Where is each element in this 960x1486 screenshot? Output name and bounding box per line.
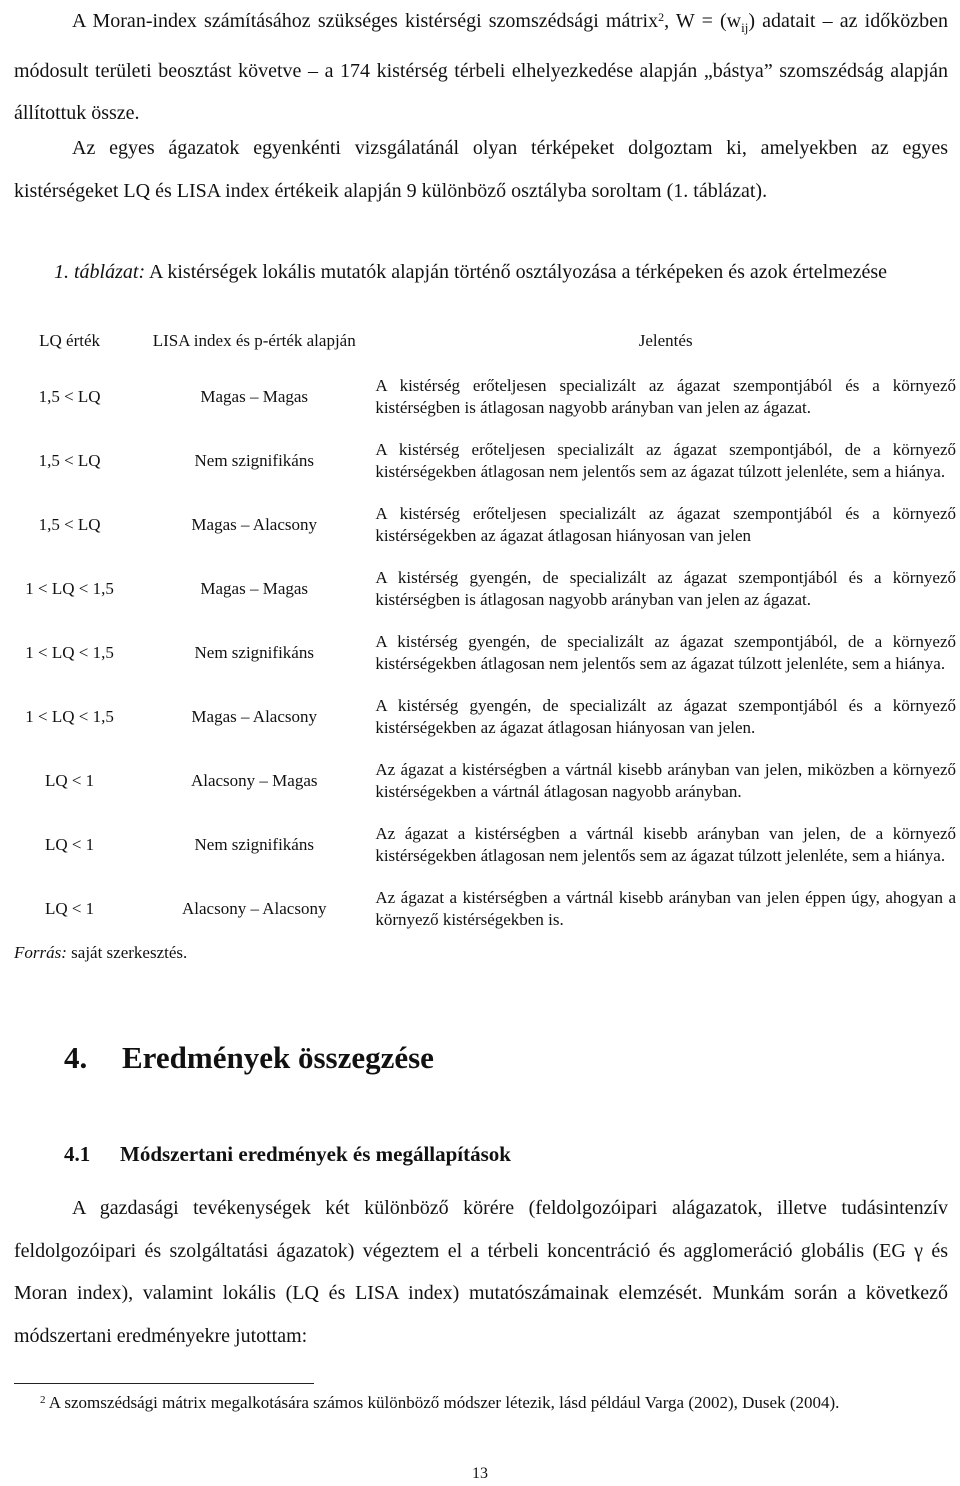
cell-lq: 1 < LQ < 1,5	[25, 578, 114, 598]
cell-lq: LQ < 1	[44, 834, 95, 854]
cell-lisa: Magas – Alacsony	[191, 514, 318, 534]
table-row	[14, 429, 956, 493]
table-header-row	[14, 317, 956, 365]
source-label: Forrás:	[14, 943, 67, 962]
cell-lisa: Magas – Magas	[200, 386, 309, 406]
intro-p1-formula: , $W = (w_{ij}$	[664, 10, 749, 35]
subsection-number: 4.1	[64, 1142, 91, 1166]
cell-lisa: Nem szignifikáns	[194, 834, 314, 854]
cell-lq: LQ < 1	[44, 898, 95, 918]
cell-lisa: Magas – Magas	[200, 578, 309, 598]
cell-meaning: A kistérség erőteljesen specializált az ágazat szempontjából és a környező kistérségben is átlagosan nagyobb arányban van jelen az ágazat.	[375, 375, 956, 417]
table-row	[14, 685, 956, 749]
table-row	[14, 493, 956, 557]
cell-lisa: Nem szignifikáns	[194, 642, 314, 662]
cell-meaning: A kistérség erőteljesen specializált az ágazat szempontjából és a környező kistérségekben az ágazat átlagosan hiányosan van jelen	[375, 503, 956, 545]
table-body	[14, 365, 956, 941]
cell-lq: 1,5 < LQ	[38, 514, 101, 534]
footnote-text: A szomszédsági mátrix megalkotására számos különböző módszer létezik, lásd például Varga (2002), Dusek (2004).	[45, 1393, 840, 1412]
source-text: saját szerkesztés.	[66, 943, 188, 962]
table-row	[14, 365, 956, 429]
cell-lq: LQ < 1	[44, 770, 95, 790]
classification-table	[14, 317, 956, 941]
footnote-divider	[14, 1383, 314, 1384]
subsection-title: Módszertani eredmények és megállapítások	[120, 1142, 511, 1166]
footnote-mark: 2	[40, 1394, 46, 1406]
cell-meaning: A kistérség gyengén, de specializált az ágazat szempontjából és a környező kistérségben is átlagosan nagyobb arányban van jelen az ágazat.	[375, 567, 956, 609]
intro-paragraph-1	[14, 0, 948, 135]
table-row	[14, 557, 956, 621]
cell-lisa: Alacsony – Magas	[190, 770, 318, 790]
cell-meaning: A kistérség gyengén, de specializált az ágazat szempontjából és a környező kistérségekben az ágazat átlagosan hiányosan van jelen.	[375, 695, 956, 737]
section-number: 4.	[64, 1040, 88, 1075]
table-caption-label: 1. táblázat:	[54, 261, 146, 283]
page-number: 13	[472, 1465, 488, 1482]
cell-lisa: Alacsony – Alacsony	[181, 898, 327, 918]
cell-meaning: A kistérség gyengén, de specializált az ágazat szempontjából, de a környező kistérségekben átlagosan nem jelentős sem az ágazat túlzott jelenléte, sem a hiánya.	[375, 631, 956, 673]
table-row	[14, 877, 956, 941]
section-title: Eredmények összegzése	[122, 1040, 434, 1075]
table-source	[14, 943, 187, 963]
footnote-ref[interactable]: 2	[658, 10, 665, 24]
table-row	[14, 749, 956, 813]
intro-p1-end: ) adatait – az időközben módosult területi beosztást követve – a 174 kistérség térbeli elhelyezkedése alapján „bástya” szomszédság alapján állítottuk össze.	[14, 10, 948, 124]
cell-meaning: A kistérség erőteljesen specializált az ágazat szempontjából, de a környező kistérségekben átlagosan nem jelentős sem az ágazat túlzott jelenléte, sem a hiánya.	[375, 439, 956, 481]
cell-lisa: Magas – Alacsony	[191, 706, 318, 726]
table-caption-text: A kistérségek lokális mutatók alapján történő osztályozása a térképeken és azok értelmezése	[145, 261, 888, 283]
header-meaning: Jelentés	[638, 330, 693, 350]
header-lisa: LISA index és p-érték alapján	[152, 330, 356, 350]
cell-lq: 1,5 < LQ	[38, 450, 101, 470]
table-row	[14, 621, 956, 685]
section-heading	[64, 1038, 434, 1078]
cell-lq: 1,5 < LQ	[38, 386, 101, 406]
intro-p1-text: A Moran-index számításához szükséges kistérségi szomszédsági mátrix	[72, 10, 659, 32]
cell-lisa: Nem szignifikáns	[194, 450, 314, 470]
footnote	[14, 1390, 948, 1416]
cell-meaning: Az ágazat a kistérségben a vártnál kisebb arányban van jelen, de a környező kistérségekben átlagosan nem jelentős sem az ágazat túlzott jelenléte, sem a hiánya.	[375, 823, 956, 865]
cell-meaning: Az ágazat a kistérségben a vártnál kisebb arányban van jelen éppen úgy, ahogyan a környező kistérségekben is.	[375, 887, 956, 929]
cell-lq: 1 < LQ < 1,5	[25, 642, 114, 662]
header-lq: LQ érték	[39, 330, 100, 350]
cell-lq: 1 < LQ < 1,5	[25, 706, 114, 726]
subsection-heading	[64, 1140, 511, 1168]
cell-meaning: Az ágazat a kistérségben a vártnál kisebb arányban van jelen, miközben a környező kistérségekben a vártnál átlagosan nagyobb arányban.	[375, 759, 956, 801]
table-row	[14, 813, 956, 877]
table-caption	[54, 258, 934, 286]
intro-paragraph-2: Az egyes ágazatok egyenkénti vizsgálatánál olyan térképeket dolgoztam ki, amelyekben az egyes kistérségeket LQ és LISA index értékeik alapján 9 különböző osztályba soroltam (1. táblázat).	[14, 137, 948, 202]
results-paragraph: A gazdasági tevékenységek két különböző körére (feldolgozóipari alágazatok, illetve tudásintenzív feldolgozóipari és szolgáltatási ágazatok) végeztem el a térbeli koncentráció és agglomeráció globális (EG γ és Moran index), valamint lokális (LQ és LISA index) mutatószámainak elemzését. Munkám során a következő módszertani eredményekre jutottam:	[14, 1197, 948, 1347]
